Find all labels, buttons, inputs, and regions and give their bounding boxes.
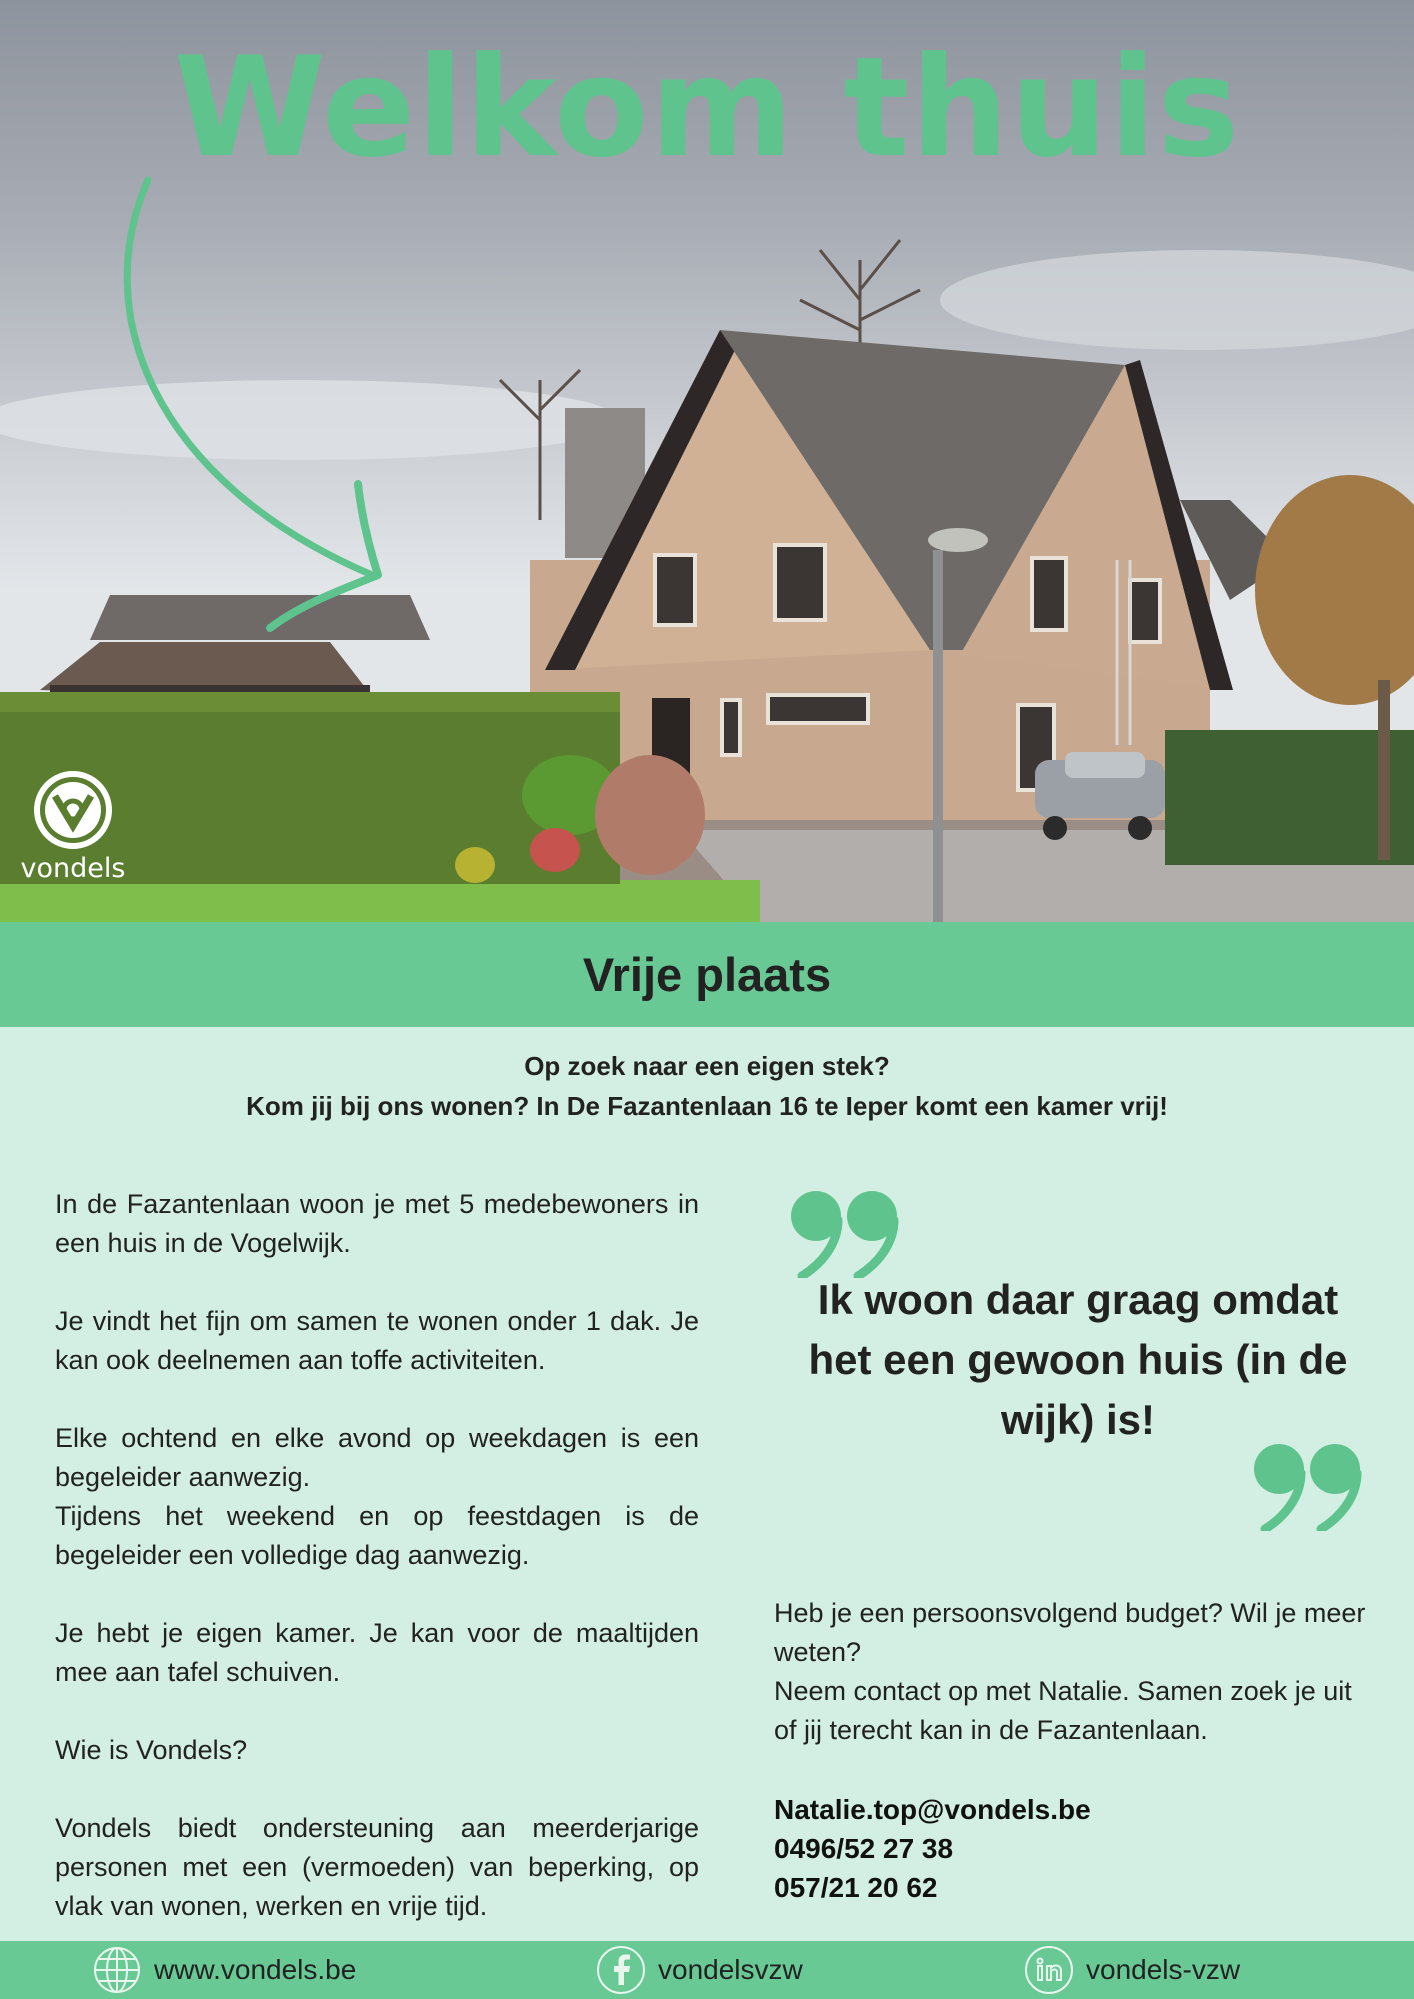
footer-facebook[interactable]: [596, 1941, 803, 1999]
paragraph-living-together: Je vindt het fijn om samen te wonen onder 1 dak. Je kan ook deelnemen aan toffe activiteiten.: [55, 1306, 699, 1375]
paragraph-weekend-support: Tijdens het weekend en op feestdagen is de begeleider een volledige dag aanwezig.: [55, 1501, 699, 1570]
paragraph-budget: Heb je een persoonsvolgend budget? Wil je meer weten?: [774, 1598, 1366, 1667]
paragraph-weekday-support: Elke ochtend en elke avond op weekdagen is een begeleider aanwezig.: [55, 1423, 699, 1492]
contact-phone-mobile[interactable]: 0496/52 27 38: [774, 1833, 954, 1864]
paragraph-location: In de Fazantenlaan woon je met 5 medebewoners in een huis in de Vogelwijk.: [55, 1189, 699, 1258]
footer-linkedin-text[interactable]: vondels-vzw: [1086, 1954, 1241, 1985]
globe-icon: [92, 1945, 142, 1995]
info-column: [774, 1594, 1374, 1750]
paragraph-own-room: Je hebt je eigen kamer. Je kan voor de maaltijden mee aan tafel schuiven.: [55, 1618, 699, 1687]
vacancy-banner: [0, 922, 1414, 1027]
vondels-logo: [18, 770, 128, 884]
footer-linkedin[interactable]: [1024, 1941, 1240, 1999]
footer-website[interactable]: [92, 1941, 356, 1999]
footer-website-text[interactable]: www.vondels.be: [154, 1954, 357, 1985]
facebook-icon: [596, 1945, 646, 1995]
footer-facebook-text[interactable]: vondelsvzw: [658, 1954, 803, 1985]
paragraph-who-heading: Wie is Vondels?: [55, 1735, 248, 1765]
intro-line-1: Op zoek naar een eigen stek?: [524, 1051, 890, 1081]
quote-close-icon: [1253, 1443, 1365, 1531]
paragraph-contact-natalie: Neem contact op met Natalie. Samen zoek je uit of jij terecht kan in de Fazantenlaan.: [774, 1676, 1352, 1745]
contact-details: [774, 1790, 1091, 1907]
vondels-logo-icon: [33, 770, 113, 850]
banner-title: Vrije plaats: [582, 948, 832, 1001]
contact-email[interactable]: Natalie.top@vondels.be: [774, 1794, 1091, 1825]
quote-open-icon: [790, 1190, 902, 1278]
contact-phone-landline[interactable]: 057/21 20 62: [774, 1872, 938, 1903]
testimonial-quote: Ik woon daar graag omdat het een gewoon huis (in de wijk) is!: [808, 1276, 1348, 1443]
intro-line-2: Kom jij bij ons wonen? In De Fazantenlaan 16 te Ieper komt een kamer vrij!: [246, 1091, 1168, 1121]
linkedin-icon: [1024, 1945, 1074, 1995]
hero-photo: [0, 0, 1414, 922]
intro: [0, 1046, 1414, 1126]
logo-text: vondels: [20, 853, 126, 884]
paragraph-about-vondels: Vondels biedt ondersteuning aan meerderjarige personen met een (vermoeden) van beperking, op vlak van wonen, werken en vrije tijd.: [55, 1813, 699, 1921]
description-column: [55, 1185, 699, 1926]
footer: [0, 1941, 1414, 1999]
hero-title: Welkom thuis: [173, 27, 1241, 188]
